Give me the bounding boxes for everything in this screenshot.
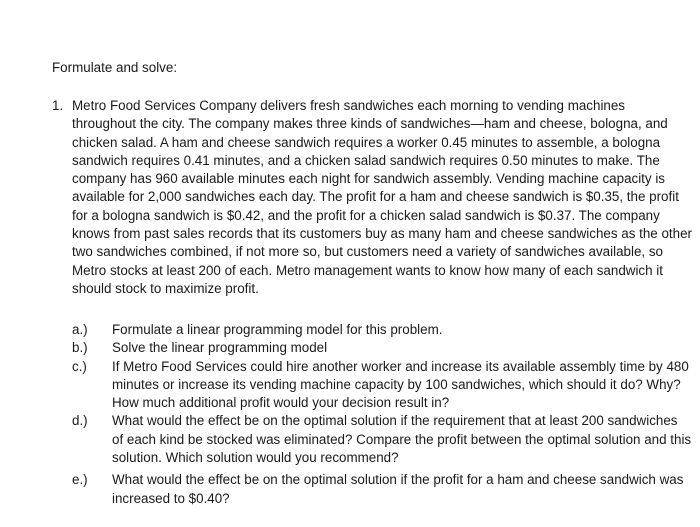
part-label: a.)	[72, 322, 88, 337]
question-part-d	[72, 412, 692, 467]
problem-statement	[52, 97, 692, 298]
question-part-a	[72, 321, 692, 339]
part-label: b.)	[72, 340, 88, 356]
part-label: d.)	[72, 413, 88, 429]
question-parts-list	[72, 321, 692, 508]
part-label: e.)	[72, 472, 88, 488]
part-text: What would the effect be on the optimal solution if the requirement that at least 200 sandwiches of each kind be stocked was eliminated? Compare the profit between the optimal solution and this solution. Which solution would you recommend?	[112, 413, 692, 466]
problem-number: 1.	[52, 98, 64, 113]
section-heading: Formulate and solve:	[52, 60, 178, 75]
problem-text: Metro Food Services Company delivers fresh sandwiches each morning to vending machines throughout the city. The company makes three kinds of sandwiches—ham and cheese, bologna, and chicken salad. A ham and cheese sandwich requires a worker 0.45 minutes to assemble, a bologna sandwich requires 0.41 minutes, and a chicken salad sandwich requires 0.50 minutes to make. The company has 960 available minutes each night for sandwich assembly. Vending machine capacity is available for 2,000 sandwiches each day. The profit for a ham and cheese sandwich is $0.35, the profit for a bologna sandwich is $0.42, and the profit for a chicken salad sandwich is $0.37. The company knows from past sales records that its customers buy as many ham and cheese sandwiches as the other two sandwiches combined, if not more so, but customers need a variety of sandwiches available, so Metro stocks at least 200 of each. Metro management wants to know how many of each sandwich it should stock to maximize profit.	[72, 98, 692, 296]
question-part-e	[72, 471, 692, 508]
question-part-b	[72, 339, 692, 357]
question-part-c	[72, 358, 692, 413]
part-text: What would the effect be on the optimal solution if the profit for a ham and cheese sandwich was increased to $0.40?	[112, 472, 684, 506]
part-text: Formulate a linear programming model for this problem.	[112, 322, 443, 337]
part-label: c.)	[72, 358, 87, 374]
part-text: Solve the linear programming model	[112, 340, 328, 356]
part-text: If Metro Food Services could hire another worker and increase its available assembly time by 480 minutes or increase its vending machine capacity by 100 sandwiches, which should it do? Why? How much additional profit would your decision result in?	[112, 358, 689, 411]
